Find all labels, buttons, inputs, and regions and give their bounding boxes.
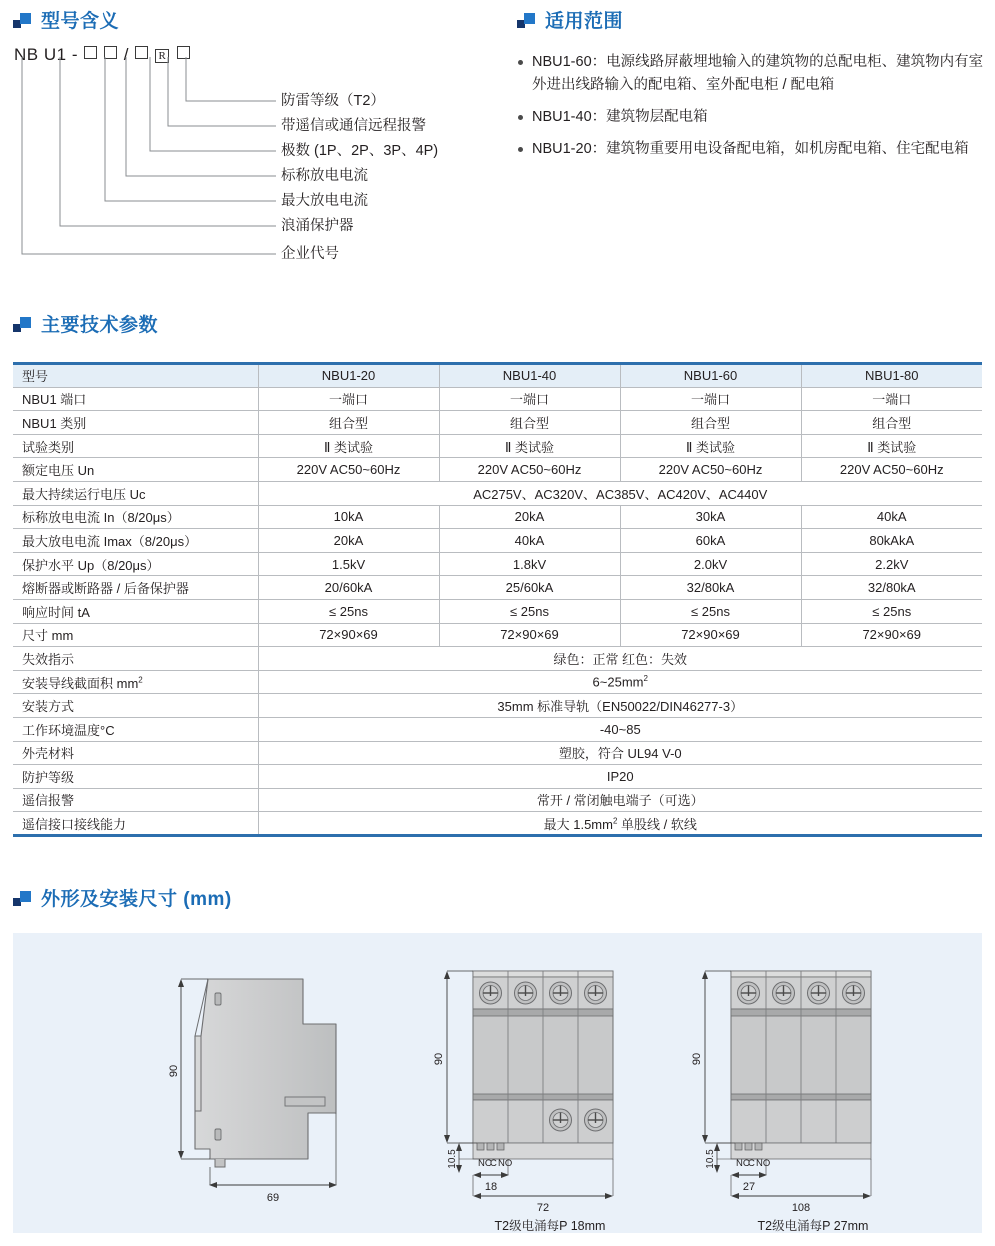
row-value: Ⅱ 类试验 [801,434,982,458]
legend-label-6: 企业代号 [281,246,339,262]
specifications-table [13,362,982,837]
dimension-height [444,971,473,1143]
terminal-label-c: C [748,1158,755,1169]
column-header-nbu1-60: NBU1-60 [620,364,801,388]
code-slash: / [123,45,129,64]
column-header-model: 型号 [13,364,258,388]
row-value: 30kA [620,505,801,529]
signal-terminals [477,1143,504,1150]
row-value: 组合型 [620,411,801,435]
top-section [0,0,995,300]
section-title: 型号含义 [41,11,120,32]
drawing-caption-72: T2级电涌每P 18mm [494,1219,606,1233]
row-value-merged: 35mm 标准导轨（EN50022/DIN46277-3） [258,694,982,718]
row-label: 熔断器或断路器 / 后备保护器 [13,576,258,600]
row-value: 72×90×69 [620,623,801,647]
row-value: 80kAkA [801,529,982,553]
row-label: 外壳材料 [13,741,258,765]
terminal-label-no: NO [498,1158,513,1169]
row-value: 一端口 [258,387,439,411]
square-marker-icon [13,317,32,334]
dimensions-heading [13,890,232,909]
table-row [13,529,982,553]
legend-label-0: 防雷等级（T2） [281,93,385,109]
row-label: 额定电压 Un [13,458,258,482]
row-value-merged: 绿色：正常 红色：失效 [258,647,982,671]
row-value: 40kA [801,505,982,529]
terminal-label-nc: NC [478,1158,492,1169]
row-label: 安装导线截面积 $mm^2$ [13,670,258,694]
table-row [13,411,982,435]
device-front-body [473,971,613,1159]
section-title: 主要技术参数 [41,315,159,336]
legend-label-2: 极数 (1P、2P、3P、4P) [281,143,439,159]
table-row [13,717,982,741]
dimension-height-label: 90 [168,1064,180,1078]
row-label: 最大持续运行电压 Uc [13,481,258,505]
table-row [13,505,982,529]
list-item: NBU1-60：电源线路屏蔽埋地输入的建筑物的总配电柜、建筑物内有室外进出线路输入的配电箱、室外配电柜 / 配电箱 [517,51,987,97]
column-header-nbu1-40: NBU1-40 [439,364,620,388]
table-body [13,387,982,835]
row-value: 一端口 [801,387,982,411]
dimension-pitch-label: 27 [742,1181,756,1193]
row-value: 25/60kA [439,576,620,600]
dimension-offset-label: 10.5 [705,1149,716,1169]
row-value: 2.2kV [801,552,982,576]
row-value-merged: IP20 [258,765,982,789]
table-row [13,623,982,647]
square-marker-icon [517,13,536,30]
scope-block [517,12,987,170]
row-value: 20kA [439,505,620,529]
row-value: 20kA [258,529,439,553]
row-value: 32/80kA [620,576,801,600]
legend-label-3: 标称放电电流 [281,168,368,184]
row-label: 安装方式 [13,694,258,718]
row-value: 40kA [439,529,620,553]
row-value: 20/60kA [258,576,439,600]
row-value: ≤ 25ns [439,599,620,623]
row-label: NBU1 端口 [13,387,258,411]
dimension-width-label: 108 [791,1202,811,1213]
row-value: Ⅱ 类试验 [258,434,439,458]
side-view-drawing [153,971,383,1211]
row-label: 遥信接口接线能力 [13,812,258,836]
row-value: ≤ 25ns [258,599,439,623]
table-row [13,765,982,789]
code-prefix: NB [14,45,39,64]
table-row [13,812,982,836]
terminal-label-nc: NC [736,1158,750,1169]
table-row [13,387,982,411]
row-value: 72×90×69 [258,623,439,647]
row-value: 组合型 [258,411,439,435]
table-header-row [13,364,982,388]
device-front-body [731,971,871,1159]
dimension-drawings-panel [13,933,982,1233]
row-value: 2.0kV [620,552,801,576]
row-value: 72×90×69 [439,623,620,647]
device-profile [195,979,336,1167]
row-label: NBU1 类别 [13,411,258,435]
row-label: 保护水平 Up（8/20μs） [13,552,258,576]
legend-label-4: 最大放电电流 [281,193,368,209]
row-value-merged: 常开 / 常闭触电端子（可选） [258,788,982,812]
code-dash: - [71,45,78,64]
row-label: 尺寸 mm [13,623,258,647]
table-row [13,788,982,812]
row-label: 防护等级 [13,765,258,789]
column-header-nbu1-80: NBU1-80 [801,364,982,388]
dimension-depth-label: 69 [266,1192,280,1204]
row-value: Ⅱ 类试验 [439,434,620,458]
table-row [13,552,982,576]
square-marker-icon [13,891,32,908]
row-value: 72×90×69 [801,623,982,647]
scope-heading [517,12,987,31]
code-box-r: R [155,49,169,63]
dimension-height [702,971,731,1143]
row-label: 遥信报警 [13,788,258,812]
row-value-merged: $6\sim 25mm^2$ [258,670,982,694]
row-value: 220V AC50~60Hz [801,458,982,482]
row-value: 组合型 [439,411,620,435]
row-value: 32/80kA [801,576,982,600]
row-value-merged: 最大 $1.5mm^2$ 单股线 / 软线 [543,816,697,832]
row-value: ≤ 25ns [801,599,982,623]
legend-label-1: 带遥信或通信远程报警 [281,118,426,134]
row-value: ≤ 25ns [620,599,801,623]
terminal-label-c: C [490,1158,497,1169]
row-value: 1.5kV [258,552,439,576]
row-label: 最大放电电流 Imax（8/20μs） [13,529,258,553]
table-row [13,458,982,482]
row-value: Ⅱ 类试验 [620,434,801,458]
front-view-108-drawing [683,963,943,1213]
front-view-72-drawing [425,963,675,1213]
dimension-height-label: 90 [691,1052,703,1066]
table-row [13,599,982,623]
drawing-caption-108: T2级电涌每P 27mm [757,1219,869,1233]
row-value-merged: -40~85 [258,717,982,741]
row-value: 一端口 [620,387,801,411]
row-value: 组合型 [801,411,982,435]
scope-list [517,51,987,161]
table-header [13,364,982,388]
list-item: NBU1-40：建筑物层配电箱 [517,106,987,129]
row-label: 标称放电电流 In（8/20μs） [13,505,258,529]
signal-terminals [735,1143,762,1150]
dimension-width-label: 72 [536,1202,550,1213]
row-label: 响应时间 tA [13,599,258,623]
row-value-merged: AC275V、AC320V、AC385V、AC420V、AC440V [258,481,982,505]
row-value: 一端口 [439,387,620,411]
section-title: 适用范围 [545,11,624,32]
row-label: 工作环境温度°C [13,717,258,741]
row-label: 失效指示 [13,647,258,671]
dimension-offset-label: 10.5 [447,1149,458,1169]
row-value: 60kA [620,529,801,553]
dimension-height-label: 90 [433,1052,445,1066]
row-value: 220V AC50~60Hz [439,458,620,482]
row-value: 220V AC50~60Hz [258,458,439,482]
row-value: 10kA [258,505,439,529]
row-value: 1.8kV [439,552,620,576]
terminal-label-no: NO [756,1158,771,1169]
table-row [13,670,982,694]
row-label: 试验类别 [13,434,258,458]
table-row [13,481,982,505]
table-row [13,647,982,671]
table-row [13,576,982,600]
column-header-nbu1-20: NBU1-20 [258,364,439,388]
row-value-merged: 塑胶，符合 UL94 V-0 [258,741,982,765]
section-title: 外形及安装尺寸 (mm) [41,889,232,910]
params-heading [13,316,158,335]
row-value: 220V AC50~60Hz [620,458,801,482]
dimension-pitch-label: 18 [484,1181,498,1193]
table-row [13,434,982,458]
code-series: U1 [43,45,67,64]
legend-label-5: 浪涌保护器 [281,218,354,234]
list-item: NBU1-20：建筑物重要用电设备配电箱，如机房配电箱、住宅配电箱 [517,138,987,161]
table-row [13,741,982,765]
table-row [13,694,982,718]
